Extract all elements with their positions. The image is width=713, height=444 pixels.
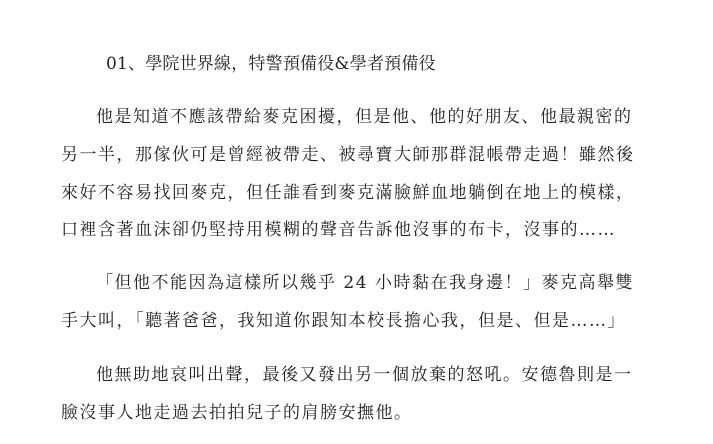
text-line: 口裡含著血沫卻仍堅持用模糊的聲音告訴他沒事的布卡，沒事的……	[61, 220, 616, 240]
text-line: 臉沒事人地走過去拍拍兒子的肩膀安撫他。	[61, 403, 413, 423]
text-line: 另一半，那傢伙可是曾經被帶走、被尋寶大師那群混帳帶走過！雖然後	[61, 145, 635, 165]
text-line: 他無助地哀叫出聲，最後又發出另一個放棄的怒吼。安德魯則是一	[96, 365, 633, 385]
chapter-title: 01、學院世界線，特警預備役&學者預備役	[106, 54, 436, 74]
text-line: 他是知道不應該帶給麥克困擾，但是他、他的好朋友、他最親密的	[96, 107, 633, 127]
text-line: 來好不容易找回麥克，但任誰看到麥克滿臉鮮血地躺倒在地上的模樣，	[61, 183, 635, 203]
text-line: 手大叫，「聽著爸爸，我知道你跟知本校長擔心我，但是、但是……」	[61, 311, 626, 331]
text-line: 「但他不能因為這樣所以幾乎 24 小時黏在我身邊！」麥克高舉雙	[96, 273, 634, 293]
